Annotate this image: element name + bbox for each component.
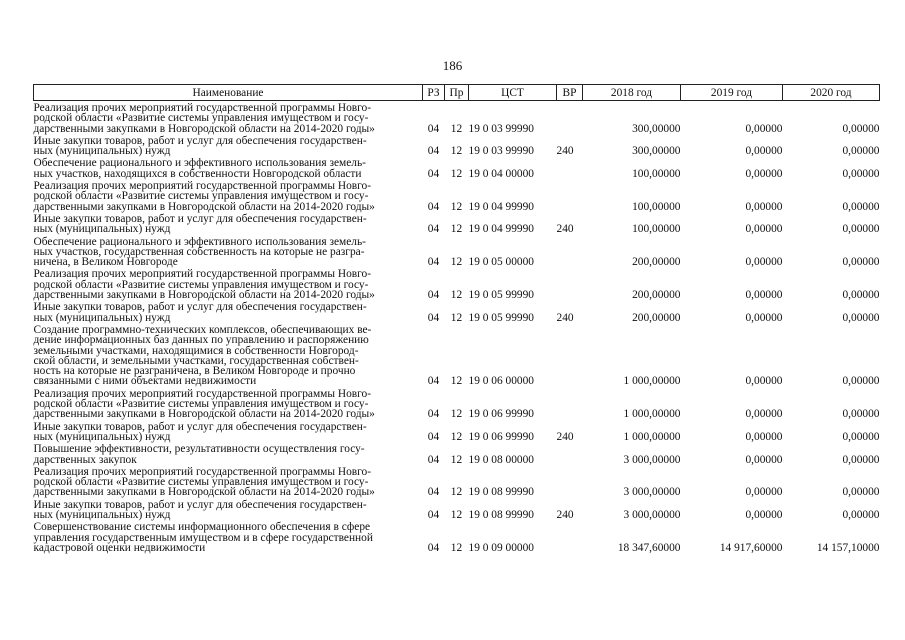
budget-table [33,84,880,553]
table-row [34,101,880,134]
row-name-text: Иные закупки товаров, работ и услуг для обеспечения государствен- ных (муниципальных) нужд [33,212,367,236]
cell-rz: 04 [427,122,440,135]
cell-pr: 12 [450,223,463,236]
row-name-text: Иные закупки товаров, работ и услуг для обеспечения государствен- ных (муниципальных) нужд [33,301,367,324]
cell-pr: 12 [450,430,463,443]
cell-cst: 19 0 04 99990 [468,223,534,236]
cell-rz: 04 [427,375,440,388]
cell-2019: 0,00000 [745,408,783,421]
header-pr: Пр [445,85,469,101]
cell-rz: 04 [427,256,440,269]
cell-vr: 240 [556,145,574,158]
cell-2020: 0,00000 [842,486,880,499]
cell-rz: 04 [427,311,440,324]
header-2019: 2019 год [681,85,783,101]
cell-name [34,465,423,498]
cell-2020: 0,00000 [842,256,880,269]
cell-2020: 0,00000 [842,453,880,466]
row-name-text: Иные закупки товаров, работ и услуг для обеспечения государствен- ных (муниципальных) нужд [33,134,367,158]
cell-pr: 12 [450,408,463,421]
cell-name [34,387,423,420]
row-name-text: Реализация прочих мероприятий государственной программы Новго- родской области «Развитие системы управления имуществом и госу- дарственными закупками в Новгородской области на 2014-2020 годы» [33,102,375,135]
table-row [34,212,880,235]
cell-2018: 1 000,00000 [623,375,681,388]
cell-rz: 04 [427,223,440,236]
cell-rz: 04 [427,200,440,213]
cell-2020: 0,00000 [842,430,880,443]
cell-vr [557,235,583,268]
cell-vr: 240 [556,223,574,236]
cell-cst: 19 0 09 00000 [468,541,534,554]
cell-cst: 19 0 03 99990 [468,122,534,135]
cell-2019: 0,00000 [745,375,783,388]
row-name-text: Реализация прочих мероприятий государственной программы Новго- родской области «Развитие системы управления имуществом и госу- дарственными закупками в Новгородской области на 2014-2020 годы» [33,268,375,302]
cell-cst: 19 0 06 00000 [468,375,534,388]
cell-2018: 18 347,60000 [617,541,681,554]
cell-rz: 04 [427,145,440,158]
cell-2020: 0,00000 [842,145,880,158]
cell-vr [557,267,583,300]
cell-vr [557,520,583,553]
cell-pr: 12 [450,167,463,180]
cell-vr: 240 [556,508,574,521]
table-row [34,156,880,179]
cell-2019: 0,00000 [745,145,783,158]
cell-2018: 3 000,00000 [623,453,681,466]
table-row [34,179,880,212]
cell-2018: 3 000,00000 [623,508,681,521]
cell-name [34,323,423,387]
cell-2018: 200,00000 [632,256,681,269]
cell-pr: 12 [450,508,463,521]
cell-name [34,134,423,157]
cell-2020: 0,00000 [842,408,880,421]
cell-name [34,498,423,521]
cell-2019: 0,00000 [745,122,783,135]
cell-cst: 19 0 05 00000 [468,256,534,269]
cell-2019: 0,00000 [745,200,783,213]
row-name-text: Обеспечение рационального и эффективного использования земель- ных участков, государственная собственность на которые не разгра- ничена, в Великом Новгороде [33,235,366,269]
cell-pr: 12 [450,541,463,554]
table-row [34,267,880,300]
cell-2019: 0,00000 [745,453,783,466]
table-row [34,134,880,157]
cell-cst: 19 0 06 99990 [468,408,534,421]
cell-name [34,235,423,268]
cell-name [34,179,423,212]
cell-rz: 04 [427,453,440,466]
cell-vr [557,156,583,179]
cell-cst: 19 0 08 99990 [468,508,534,521]
cell-cst: 19 0 03 99990 [468,145,534,158]
cell-name [34,520,423,553]
table-row [34,300,880,323]
cell-2019: 0,00000 [745,167,783,180]
cell-pr: 12 [450,311,463,324]
cell-2019: 0,00000 [745,289,783,302]
cell-name [34,420,423,443]
cell-2018: 100,00000 [632,167,681,180]
cell-vr: 240 [556,430,574,443]
cell-cst: 19 0 05 99990 [468,289,534,302]
cell-cst: 19 0 08 00000 [468,453,534,466]
cell-2018: 200,00000 [632,311,681,324]
cell-name [34,156,423,179]
cell-rz: 04 [427,408,440,421]
cell-pr: 12 [450,145,463,158]
cell-2020: 0,00000 [842,122,880,135]
cell-2019: 0,00000 [745,430,783,443]
table-row [34,235,880,268]
cell-2020: 0,00000 [842,167,880,180]
cell-2018: 300,00000 [632,145,681,158]
table-row [34,323,880,387]
cell-2020: 0,00000 [842,289,880,302]
cell-2018: 300,00000 [632,122,681,135]
cell-pr: 12 [450,122,463,135]
cell-2018: 200,00000 [632,289,681,302]
cell-2020: 0,00000 [842,223,880,236]
cell-2018: 1 000,00000 [623,408,681,421]
cell-2018: 1 000,00000 [623,430,681,443]
header-2020: 2020 год [783,85,880,101]
cell-vr [557,101,583,134]
table-row [34,465,880,498]
cell-pr: 12 [450,289,463,302]
cell-2019: 0,00000 [745,256,783,269]
row-name-text: Обеспечение рационального и эффективного использования земель- ных участков, находящихся в собственности Новгородской области [33,157,366,180]
row-name-text: Иные закупки товаров, работ и услуг для обеспечения государствен- ных (муниципальных) нужд [33,498,367,521]
row-name-text: Реализация прочих мероприятий государственной программы Новго- родской области «Развитие системы управления имуществом и госу- дарственными закупками в Новгородской области на 2014-2020 годы» [33,387,375,421]
cell-vr: 240 [556,311,574,324]
cell-cst: 19 0 04 00000 [468,167,534,180]
cell-vr [557,179,583,212]
table-row [34,420,880,443]
cell-name [34,212,423,235]
cell-rz: 04 [427,167,440,180]
page-number: 186 [442,58,463,73]
cell-name [34,267,423,300]
cell-2018: 3 000,00000 [623,486,681,499]
cell-pr: 12 [450,375,463,388]
cell-2019: 0,00000 [745,311,783,324]
header-2018: 2018 год [583,85,681,101]
table-row [34,442,880,465]
cell-name [34,442,423,465]
cell-pr: 12 [450,200,463,213]
cell-pr: 12 [450,256,463,269]
cell-2018: 100,00000 [632,200,681,213]
cell-cst: 19 0 08 99990 [468,486,534,499]
row-name-text: Реализация прочих мероприятий государственной программы Новго- родской области «Развитие системы управления имуществом и госу- дарственными закупками в Новгородской области на 2014-2020 годы» [33,465,375,499]
cell-2019: 14 917,60000 [719,541,783,554]
cell-rz: 04 [427,430,440,443]
table-header-row [34,85,880,101]
cell-2020: 14 157,10000 [816,541,880,554]
header-cst: ЦСТ [469,85,557,101]
cell-vr [557,387,583,420]
cell-2020: 0,00000 [842,508,880,521]
cell-rz: 04 [427,508,440,521]
cell-pr: 12 [450,486,463,499]
row-name-text: Повышение эффективности, результативности осуществления госу- дарственных закупок [33,443,365,466]
cell-cst: 19 0 04 99990 [468,200,534,213]
cell-name [34,300,423,323]
row-name-text: Создание программно-технических комплексов, обеспечивающих ве- дение информационных баз данных по управлению и распоряжению земельными участками, находящимися в собственности Новгород- ской области, и земельными участками, государственная собствен- ность на которые не разграничена, в Великом Новгороде и прочно связанными с ними объектами недвижимости [33,323,372,388]
cell-rz: 04 [427,486,440,499]
cell-2019: 0,00000 [745,508,783,521]
cell-2019: 0,00000 [745,223,783,236]
row-name-text: Совершенствование системы информационного обеспечения в сфере управления государственным имуществом и в сфере государственной кадастровой оценки недвижимости [33,521,373,554]
cell-pr: 12 [450,453,463,466]
cell-cst: 19 0 06 99990 [468,430,534,443]
cell-vr [557,442,583,465]
table-row [34,387,880,420]
cell-2020: 0,00000 [842,200,880,213]
cell-2019: 0,00000 [745,486,783,499]
row-name-text: Реализация прочих мероприятий государственной программы Новго- родской области «Развитие системы управления имуществом и госу- дарственными закупками в Новгородской области на 2014-2020 годы» [33,180,375,213]
header-rz: РЗ [423,85,445,101]
cell-vr [557,323,583,387]
header-name: Наименование [34,85,423,101]
cell-2018: 100,00000 [632,223,681,236]
cell-vr [557,465,583,498]
row-name-text: Иные закупки товаров, работ и услуг для обеспечения государствен- ных (муниципальных) нужд [33,420,367,443]
cell-2020: 0,00000 [842,311,880,324]
cell-name [34,101,423,134]
cell-cst: 19 0 05 99990 [468,311,534,324]
table-row [34,498,880,521]
cell-rz: 04 [427,289,440,302]
table-row [34,520,880,553]
header-vr: ВР [557,85,583,101]
cell-2020: 0,00000 [842,375,880,388]
cell-rz: 04 [427,541,440,554]
